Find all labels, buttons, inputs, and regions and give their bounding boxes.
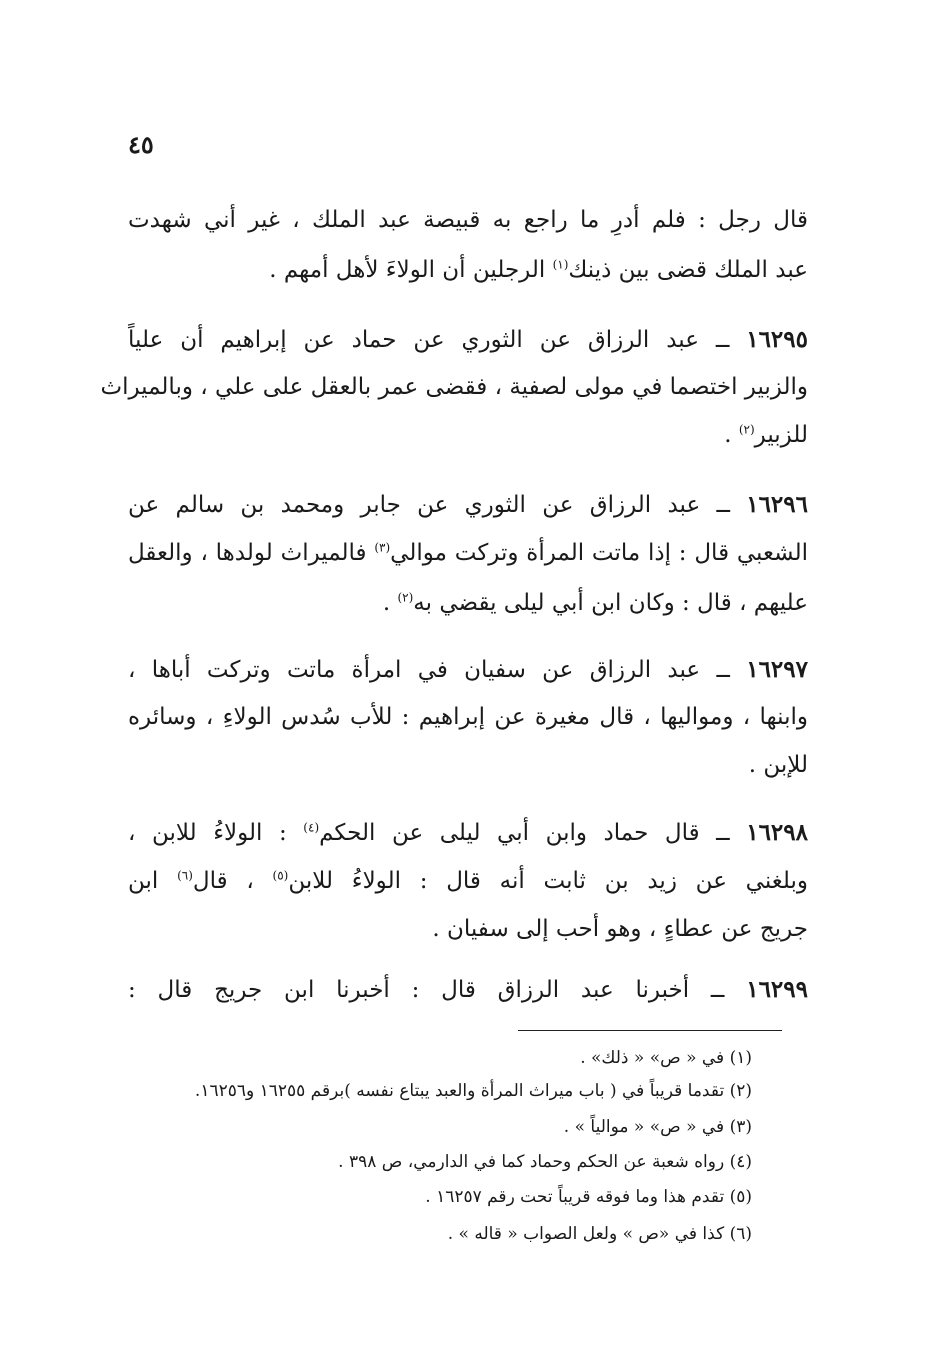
footnote: (٣) في « ص» « موالياً » . [563,1117,752,1137]
hadith-number: ١٦٢٩٦ [746,491,808,518]
footnote-ref: (٢) [738,422,755,437]
footnote-ref: (٤) [303,820,320,835]
footnote-ref: (٦) [177,868,193,883]
text-line: ١٦٢٩٧ ــ عبد الرزاق عن سفيان في امرأة ماتت وتركت أباها ، [128,656,808,683]
footnote-ref: (١) [552,257,569,272]
footnote: (٤) رواه شعبة عن الحكم وحماد كما في الدارمي، ص ٣٩٨ . [338,1152,752,1172]
text-line: للإبن . [748,752,808,778]
footnote: (٦) كذا في «ص » ولعل الصواب « قاله » . [447,1224,752,1244]
text-line: وابنها ، ومواليها ، قال مغيرة عن إبراهيم : للأب سُدس الولاءِ ، وسائره [128,704,808,730]
text-line: وبلغني عن زيد بن ثابت أنه قال : الولاءُ للابن$^{(٥)}$ ، قال$^{(٦)}$ ابن [128,868,808,894]
text-line: عبد الملك قضى بين ذينك$^{(١)}$ الرجلين أن الولاءَ لأهل أمهم . [269,257,808,283]
footnote-ref: (٣) [374,540,391,555]
page-number: ٤٥ [128,130,154,159]
footnote-ref: (٥) [272,868,289,883]
hadith-number: ١٦٢٩٥ [746,326,808,353]
text-line: والزبير اختصما في مولى لصفية ، فقضى عمر بالعقل على علي ، وبالميراث [100,374,808,400]
text-line: ١٦٢٩٨ ــ قال حماد وابن أبي ليلى عن الحكم$^{(٤)}$ : الولاءُ للابن ، [128,819,808,846]
footnote: (٢) تقدما قريباً في ( باب ميراث المرأة والعبد يبتاع نفسه )برقم ١٦٢٥٥ و١٦٢٥٦. [194,1081,752,1101]
footnote-divider [518,1030,782,1031]
text-line: ١٦٢٩٦ ــ عبد الرزاق عن الثوري عن جابر ومحمد بن سالم عن [128,491,808,518]
footnote-ref: (٢) [397,590,414,605]
hadith-number: ١٦٢٩٨ [746,819,808,846]
text-line: عليهم ، قال : وكان ابن أبي ليلى يقضي به$^{(٢)}$ . [382,590,808,616]
hadith-number: ١٦٢٩٩ [746,976,808,1003]
footnote: (١) في « ص» « ذلك» . [580,1048,752,1068]
footnote: (٥) تقدم هذا وما فوقه قريباً تحت رقم ١٦٢٥٧ . [425,1187,752,1207]
text-line: جريج عن عطاءٍ ، وهو أحب إلى سفيان . [432,916,808,942]
text-line: الشعبي قال : إذا ماتت المرأة وتركت موالي$^{(٣)}$ فالميراث لولدها ، والعقل [128,540,808,566]
text-line: ١٦٢٩٥ ــ عبد الرزاق عن الثوري عن حماد عن إبراهيم أن علياً [128,326,808,353]
text-line: ١٦٢٩٩ ــ أخبرنا عبد الرزاق قال : أخبرنا ابن جريج قال : [128,976,808,1003]
hadith-number: ١٦٢٩٧ [746,656,808,683]
text-line: للزبير$^{(٢)}$ . [724,422,808,448]
text-line: قال رجل : فلم أدرِ ما راجع به قبيصة عبد الملك ، غير أني شهدت [128,207,808,233]
